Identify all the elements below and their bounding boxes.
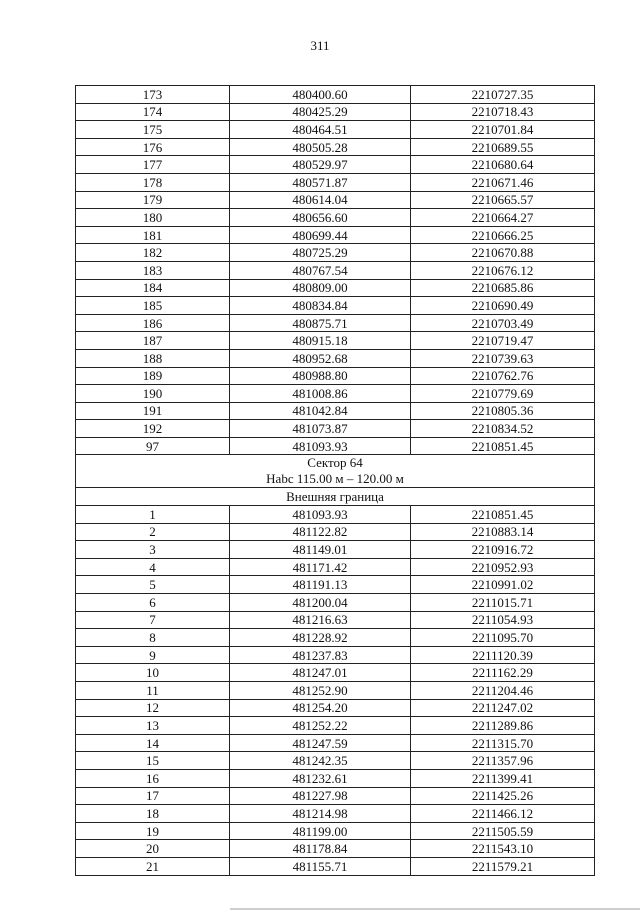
point-number-cell: 177: [76, 156, 230, 174]
x-coordinate-cell: 480767.54: [230, 261, 411, 279]
table-row: [76, 611, 595, 629]
point-number-cell: 5: [76, 576, 230, 594]
x-coordinate-cell: 481227.98: [230, 787, 411, 805]
table-row: [76, 437, 595, 455]
point-number-cell: 192: [76, 420, 230, 438]
table-row: [76, 840, 595, 858]
x-coordinate-cell: 480952.68: [230, 349, 411, 367]
x-coordinate-cell: 481171.42: [230, 558, 411, 576]
point-number-cell: 17: [76, 787, 230, 805]
table-row: [76, 769, 595, 787]
point-number-cell: 97: [76, 437, 230, 455]
y-coordinate-cell: 2210851.45: [411, 506, 595, 524]
y-coordinate-cell: 2210851.45: [411, 437, 595, 455]
point-number-cell: 3: [76, 541, 230, 559]
x-coordinate-cell: 481247.01: [230, 664, 411, 682]
table-row: [76, 226, 595, 244]
y-coordinate-cell: 2211399.41: [411, 769, 595, 787]
point-number-cell: 181: [76, 226, 230, 244]
y-coordinate-cell: 2210680.64: [411, 156, 595, 174]
y-coordinate-cell: 2210701.84: [411, 121, 595, 139]
boundary-row: [76, 488, 595, 506]
x-coordinate-cell: 481200.04: [230, 594, 411, 612]
scan-edge-line: [230, 908, 640, 910]
y-coordinate-cell: 2210690.49: [411, 297, 595, 315]
table-row: [76, 558, 595, 576]
y-coordinate-cell: 2211204.46: [411, 682, 595, 700]
page-number: 311: [310, 38, 330, 53]
table-row: [76, 664, 595, 682]
y-coordinate-cell: 2210670.88: [411, 244, 595, 262]
table-row: [76, 752, 595, 770]
table-row: [76, 244, 595, 262]
table-row: [76, 822, 595, 840]
x-coordinate-cell: 481237.83: [230, 646, 411, 664]
x-coordinate-cell: 481254.20: [230, 699, 411, 717]
x-coordinate-cell: 480614.04: [230, 191, 411, 209]
point-number-cell: 10: [76, 664, 230, 682]
height-range: Нabс 115.00 м – 120.00 м: [266, 471, 404, 487]
x-coordinate-cell: 480699.44: [230, 226, 411, 244]
y-coordinate-cell: 2210991.02: [411, 576, 595, 594]
y-coordinate-cell: 2211289.86: [411, 717, 595, 735]
x-coordinate-cell: 480809.00: [230, 279, 411, 297]
y-coordinate-cell: 2210834.52: [411, 420, 595, 438]
point-number-cell: 18: [76, 805, 230, 823]
point-number-cell: 188: [76, 349, 230, 367]
table-row: [76, 576, 595, 594]
point-number-cell: 6: [76, 594, 230, 612]
x-coordinate-cell: 480425.29: [230, 103, 411, 121]
point-number-cell: 179: [76, 191, 230, 209]
boundary-title: Внешняя граница: [76, 488, 595, 506]
point-number-cell: 9: [76, 646, 230, 664]
x-coordinate-cell: 481191.13: [230, 576, 411, 594]
point-number-cell: 11: [76, 682, 230, 700]
y-coordinate-cell: 2211054.93: [411, 611, 595, 629]
point-number-cell: 14: [76, 734, 230, 752]
x-coordinate-cell: 481252.22: [230, 717, 411, 735]
table-row: [76, 297, 595, 315]
table-row: [76, 156, 595, 174]
x-coordinate-cell: 480834.84: [230, 297, 411, 315]
y-coordinate-cell: 2211095.70: [411, 629, 595, 647]
point-number-cell: 8: [76, 629, 230, 647]
table-body-top: [76, 86, 595, 455]
table-row: [76, 682, 595, 700]
x-coordinate-cell: 481247.59: [230, 734, 411, 752]
y-coordinate-cell: 2211579.21: [411, 857, 595, 875]
x-coordinate-cell: 480464.51: [230, 121, 411, 139]
y-coordinate-cell: 2210762.76: [411, 367, 595, 385]
y-coordinate-cell: 2210779.69: [411, 385, 595, 403]
point-number-cell: 186: [76, 314, 230, 332]
y-coordinate-cell: 2210916.72: [411, 541, 595, 559]
x-coordinate-cell: 481155.71: [230, 857, 411, 875]
table-row: [76, 541, 595, 559]
table-row: [76, 523, 595, 541]
y-coordinate-cell: 2210805.36: [411, 402, 595, 420]
table-row: [76, 209, 595, 227]
x-coordinate-cell: 481232.61: [230, 769, 411, 787]
x-coordinate-cell: 481242.35: [230, 752, 411, 770]
table-row: [76, 261, 595, 279]
point-number-cell: 175: [76, 121, 230, 139]
y-coordinate-cell: 2211247.02: [411, 699, 595, 717]
coordinates-table: [75, 85, 595, 876]
table-row: [76, 506, 595, 524]
x-coordinate-cell: 480571.87: [230, 173, 411, 191]
point-number-cell: 173: [76, 86, 230, 104]
table-row: [76, 787, 595, 805]
table-row: [76, 173, 595, 191]
section-header-cell: [76, 455, 595, 488]
y-coordinate-cell: 2211015.71: [411, 594, 595, 612]
y-coordinate-cell: 2210689.55: [411, 138, 595, 156]
point-number-cell: 191: [76, 402, 230, 420]
table-row: [76, 734, 595, 752]
table-row: [76, 138, 595, 156]
y-coordinate-cell: 2210952.93: [411, 558, 595, 576]
point-number-cell: 2: [76, 523, 230, 541]
x-coordinate-cell: 480529.97: [230, 156, 411, 174]
table-section-header: [76, 455, 595, 506]
point-number-cell: 12: [76, 699, 230, 717]
point-number-cell: 185: [76, 297, 230, 315]
x-coordinate-cell: 481093.93: [230, 437, 411, 455]
table-row: [76, 332, 595, 350]
point-number-cell: 20: [76, 840, 230, 858]
x-coordinate-cell: 481178.84: [230, 840, 411, 858]
y-coordinate-cell: 2210727.35: [411, 86, 595, 104]
table-row: [76, 314, 595, 332]
x-coordinate-cell: 481093.93: [230, 506, 411, 524]
y-coordinate-cell: 2210719.47: [411, 332, 595, 350]
x-coordinate-cell: 481008.86: [230, 385, 411, 403]
x-coordinate-cell: 480988.80: [230, 367, 411, 385]
table-row: [76, 646, 595, 664]
x-coordinate-cell: 481216.63: [230, 611, 411, 629]
x-coordinate-cell: 480725.29: [230, 244, 411, 262]
y-coordinate-cell: 2211466.12: [411, 805, 595, 823]
point-number-cell: 1: [76, 506, 230, 524]
point-number-cell: 7: [76, 611, 230, 629]
y-coordinate-cell: 2211543.10: [411, 840, 595, 858]
y-coordinate-cell: 2210664.27: [411, 209, 595, 227]
y-coordinate-cell: 2211315.70: [411, 734, 595, 752]
y-coordinate-cell: 2211357.96: [411, 752, 595, 770]
y-coordinate-cell: 2211505.59: [411, 822, 595, 840]
section-header-row: [76, 455, 595, 488]
y-coordinate-cell: 2210718.43: [411, 103, 595, 121]
point-number-cell: 21: [76, 857, 230, 875]
x-coordinate-cell: 481149.01: [230, 541, 411, 559]
point-number-cell: 187: [76, 332, 230, 350]
x-coordinate-cell: 481214.98: [230, 805, 411, 823]
table-row: [76, 717, 595, 735]
x-coordinate-cell: 481042.84: [230, 402, 411, 420]
table-row: [76, 594, 595, 612]
point-number-cell: 19: [76, 822, 230, 840]
x-coordinate-cell: 480875.71: [230, 314, 411, 332]
x-coordinate-cell: 481122.82: [230, 523, 411, 541]
x-coordinate-cell: 481199.00: [230, 822, 411, 840]
point-number-cell: 13: [76, 717, 230, 735]
x-coordinate-cell: 480915.18: [230, 332, 411, 350]
table-row: [76, 103, 595, 121]
y-coordinate-cell: 2210665.57: [411, 191, 595, 209]
y-coordinate-cell: 2210739.63: [411, 349, 595, 367]
x-coordinate-cell: 480400.60: [230, 86, 411, 104]
point-number-cell: 15: [76, 752, 230, 770]
y-coordinate-cell: 2210671.46: [411, 173, 595, 191]
y-coordinate-cell: 2210703.49: [411, 314, 595, 332]
table-row: [76, 420, 595, 438]
table-row: [76, 121, 595, 139]
table-row: [76, 699, 595, 717]
y-coordinate-cell: 2210676.12: [411, 261, 595, 279]
x-coordinate-cell: 481228.92: [230, 629, 411, 647]
point-number-cell: 4: [76, 558, 230, 576]
table-row: [76, 279, 595, 297]
point-number-cell: 16: [76, 769, 230, 787]
y-coordinate-cell: 2211425.26: [411, 787, 595, 805]
table-row: [76, 805, 595, 823]
point-number-cell: 178: [76, 173, 230, 191]
y-coordinate-cell: 2211162.29: [411, 664, 595, 682]
point-number-cell: 182: [76, 244, 230, 262]
point-number-cell: 174: [76, 103, 230, 121]
table-row: [76, 367, 595, 385]
table-row: [76, 629, 595, 647]
point-number-cell: 180: [76, 209, 230, 227]
y-coordinate-cell: 2210883.14: [411, 523, 595, 541]
table-row: [76, 402, 595, 420]
table-row: [76, 857, 595, 875]
y-coordinate-cell: 2210685.86: [411, 279, 595, 297]
point-number-cell: 176: [76, 138, 230, 156]
x-coordinate-cell: 480505.28: [230, 138, 411, 156]
table-body-bottom: [76, 506, 595, 875]
table-row: [76, 385, 595, 403]
table-row: [76, 86, 595, 104]
y-coordinate-cell: 2210666.25: [411, 226, 595, 244]
x-coordinate-cell: 480656.60: [230, 209, 411, 227]
x-coordinate-cell: 481252.90: [230, 682, 411, 700]
y-coordinate-cell: 2211120.39: [411, 646, 595, 664]
table-row: [76, 191, 595, 209]
point-number-cell: 189: [76, 367, 230, 385]
point-number-cell: 183: [76, 261, 230, 279]
x-coordinate-cell: 481073.87: [230, 420, 411, 438]
point-number-cell: 184: [76, 279, 230, 297]
point-number-cell: 190: [76, 385, 230, 403]
sector-title: Сектор 64: [307, 455, 363, 471]
table-row: [76, 349, 595, 367]
